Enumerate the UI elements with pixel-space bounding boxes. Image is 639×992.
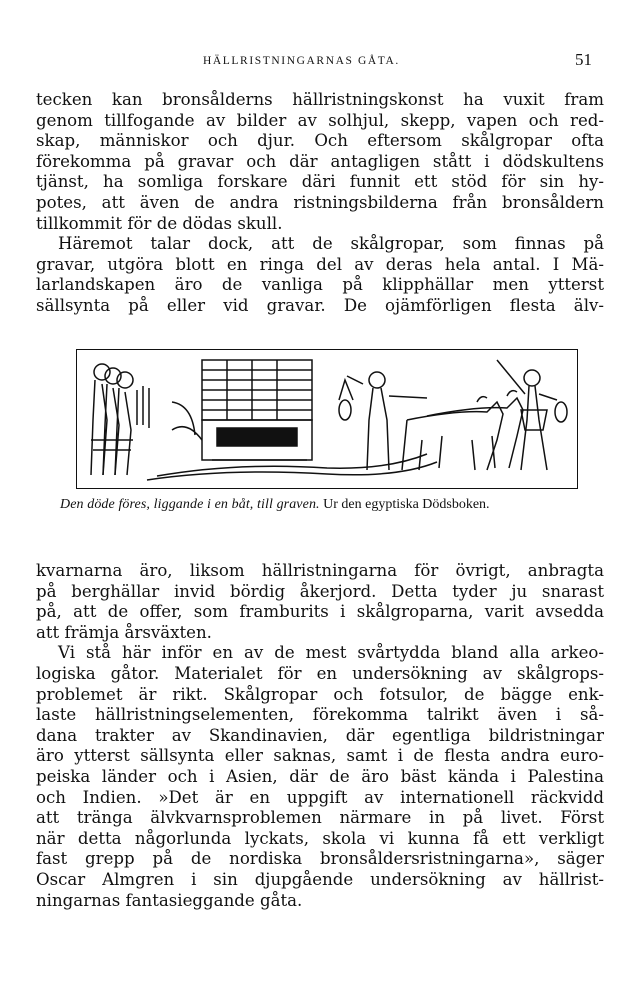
caption-plain: Ur den egyptiska Dödsboken. (319, 497, 490, 512)
text-line: logiska gåtor. Materialet för en undersökning av skålgrops- (36, 663, 604, 683)
text-line: fast grepp på de nordiska bronsåldersristningarna», säger (36, 849, 604, 869)
text-line: gravar, utgöra blott en ringa del av deras hela antal. I Mä- (36, 254, 604, 274)
priest-figure (339, 372, 427, 470)
text-line: tillkommit för de dödas skull. (36, 213, 283, 233)
oxen (402, 391, 523, 470)
text-line: kvarnarna äro, liksom hällristningarna för övrigt, anbragta (36, 561, 604, 580)
caption-italic: Den döde föres, liggande i en båt, till graven. (60, 497, 320, 512)
drover-figure (497, 360, 567, 470)
text-line: på, att de offer, som framburits i skålgroparna, varit avsedda (36, 602, 604, 622)
text-line: sällsynta på eller vid gravar. De ojämförligen flesta älv- (36, 295, 604, 315)
text-line: på berghällar invid bördig åkerjord. Detta tyder ju snarast (36, 581, 604, 601)
text-line: ningarnas fantasieggande gåta. (36, 890, 303, 910)
text-line: dana trakter av Skandinavien, där egentliga bildristningar (36, 725, 604, 745)
text-line: tjänst, ha somliga forskare däri funnit ett stöd för sin hy- (36, 172, 604, 192)
shrine (202, 360, 312, 460)
figure-caption (60, 497, 490, 513)
text-line: larlandskapen äro de vanliga på klipphällar men ytterst (36, 275, 604, 295)
running-title: HÄLLRISTNINGARNAS GÅTA. (203, 55, 400, 67)
text-line: förekomma på gravar och där antagligen stått i dödskultens (36, 151, 604, 171)
egyptian-illustration (76, 349, 578, 489)
mourners-figures (91, 364, 149, 475)
text-block-top (36, 90, 604, 317)
text-line: tecken kan bronsålderns hällristningskonst ha vuxit fram (36, 90, 604, 109)
text-line: genom tillfogande av bilder av solhjul, skepp, vapen och red- (36, 110, 604, 130)
text-line: Oscar Almgren i sin djupgående undersökning av hällrist- (36, 869, 604, 889)
text-line: skap, människor och djur. Och eftersom skålgropar ofta (36, 131, 604, 151)
text-line: när detta någorlunda lyckats, skola vi kunna få ett verkligt (36, 828, 604, 848)
page-number: 51 (575, 50, 592, 69)
text-line: och Indien. »Det är en uppgift av internationell räckvidd (36, 787, 604, 807)
text-line: äro ytterst sällsynta eller saknas, samt i de flesta andra euro- (36, 746, 604, 766)
text-line: att främja årsväxten. (36, 622, 212, 642)
text-line: peiska länder och i Asien, där de äro bäst kända i Palestina (36, 766, 604, 786)
text-line: problemet är rikt. Skålgropar och fotsulor, de bägge enk- (36, 684, 604, 704)
text-line: laste hällristningselementen, förekomma talrikt även i så- (36, 705, 604, 725)
text-line: Häremot talar dock, att de skålgropar, som finnas på (58, 234, 604, 254)
funeral-procession-drawing (77, 350, 576, 487)
text-line: Vi stå här inför en av de mest svårtydda bland alla arkeo- (58, 643, 604, 663)
text-line: att tränga älvkvarnsproblemen närmare in på livet. Först (36, 808, 604, 828)
text-line: potes, att även de andra ristningsbilderna från bronsåldern (36, 192, 604, 212)
text-block-bottom (36, 561, 604, 911)
